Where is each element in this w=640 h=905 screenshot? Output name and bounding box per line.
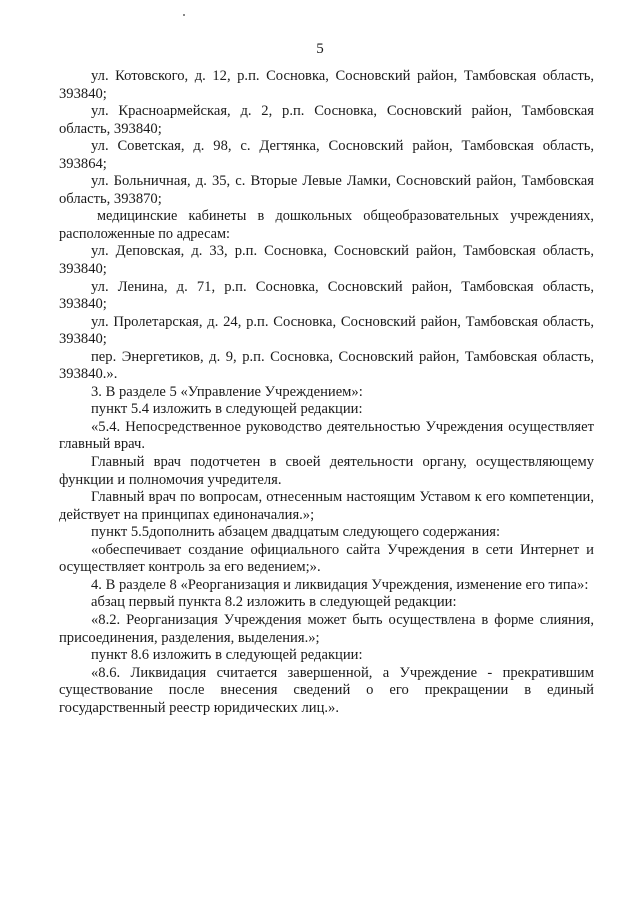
paragraph-medical-cabinets: медицинские кабинеты в дошкольных общеобразовательных учреждениях, расположенные по адресам: xyxy=(59,208,594,242)
page-number: 5 xyxy=(316,41,324,57)
document-body xyxy=(59,68,594,717)
paragraph-address-proletarskaya: ул. Пролетарская, д. 24, р.п. Сосновка, Сосновский район, Тамбовская область, 393840; xyxy=(59,313,594,348)
paragraph-section-5-heading: 3. В разделе 5 «Управление Учреждением»: xyxy=(91,383,363,400)
paragraph-address-lenina: ул. Ленина, д. 71, р.п. Сосновка, Сосновский район, Тамбовская область, 393840; xyxy=(59,278,594,313)
paragraph-address-bolnichnaya: ул. Больничная, д. 35, с. Вторые Левые Ламки, Сосновский район, Тамбовская область, 393870; xyxy=(59,173,594,207)
paragraph-address-depovskaya: ул. Деповская, д. 33, р.п. Сосновка, Сосновский район, Тамбовская область, 393840; xyxy=(59,243,594,278)
paragraph-item-8-2-text: «8.2. Реорганизация Учреждения может быть осуществлена в форме слияния, присоединения, разделения, выделения.»; xyxy=(59,611,594,646)
paragraph-item-8-6-text: «8.6. Ликвидация считается завершенной, а Учреждение - прекратившим существование после внесения сведений о его прекращении в единый государственный реестр юридических лиц.». xyxy=(59,664,594,716)
paragraph-chief-accountable: Главный врач подотчетен в своей деятельности органу, осуществляющему функции и полномочия учредителя. xyxy=(59,454,594,488)
paragraph-item-5-4-intro: пункт 5.4 изложить в следующей редакции: xyxy=(91,401,363,418)
paragraph-item-8-2-intro: абзац первый пункта 8.2 изложить в следующей редакции: xyxy=(91,594,457,611)
paragraph-address-krasnoarmeyskaya: ул. Красноармейская, д. 2, р.п. Сосновка, Сосновский район, Тамбовская область, 393840; xyxy=(59,103,594,137)
paragraph-item-8-6-intro: пункт 8.6 изложить в следующей редакции: xyxy=(91,647,363,664)
paragraph-section-8-heading: 4. В разделе 8 «Реорганизация и ликвидация Учреждения, изменение его типа»: xyxy=(91,576,589,593)
scan-speck xyxy=(183,14,185,16)
paragraph-address-sovetskaya: ул. Советская, д. 98, с. Дегтянка, Сосновский район, Тамбовская область, 393864; xyxy=(59,138,594,172)
paragraph-chief-competence: Главный врач по вопросам, отнесенным настоящим Уставом к его компетенции, действует на принципах единоначалия.»; xyxy=(59,489,594,523)
paragraph-item-5-5-intro: пункт 5.5дополнить абзацем двадцатым следующего содержания: xyxy=(91,524,501,541)
paragraph-item-5-5-text: «обеспечивает создание официального сайта Учреждения в сети Интернет и осуществляет контроль за его ведением;». xyxy=(59,541,594,576)
paragraph-address-kotovskogo: ул. Котовского, д. 12, р.п. Сосновка, Сосновский район, Тамбовская область, 393840; xyxy=(59,68,594,102)
paragraph-address-energetikov: пер. Энергетиков, д. 9, р.п. Сосновка, Сосновский район, Тамбовская область, 393840.». xyxy=(59,348,594,383)
paragraph-item-5-4-text: «5.4. Непосредственное руководство деятельностью Учреждения осуществляет главный врач. xyxy=(59,418,594,453)
